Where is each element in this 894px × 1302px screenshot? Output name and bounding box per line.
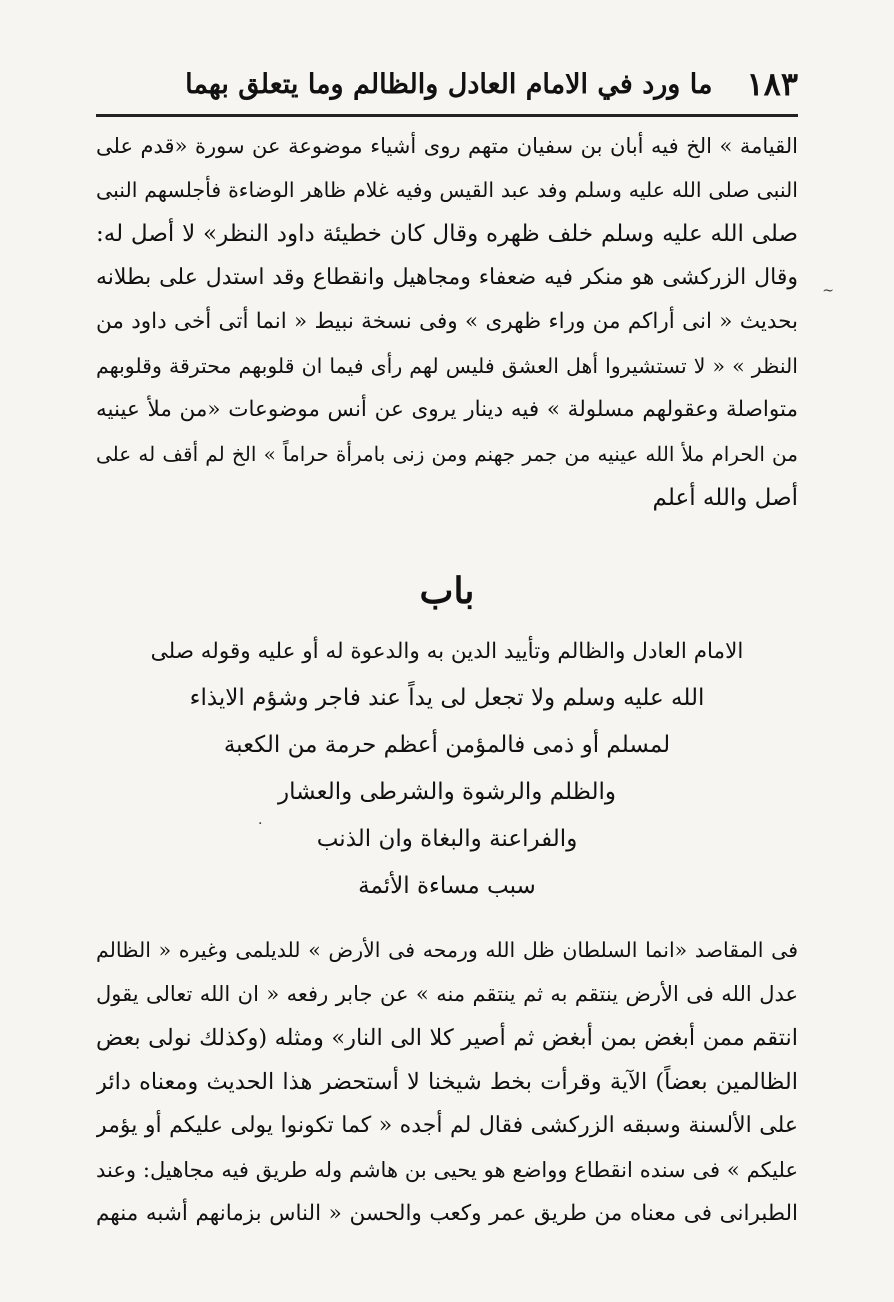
text-line: على الألسنة وسبقه الزركشى فقال لم أجده « كما تكونوا يولى عليكم أو يؤمر — [96, 1113, 798, 1138]
text-line: وقال الزركشى هو منكر فيه ضعفاء ومجاهيل وانقطاع وقد استدل على بطلانه — [96, 265, 798, 290]
margin-tilde-mark: ~ — [822, 283, 834, 299]
subtitle-line: الامام العادل والظالم وتأييد الدين به والدعوة له أو عليه وقوله صلى — [150, 639, 744, 664]
stray-dot-mark: . — [258, 812, 263, 828]
subtitle-line: والفراعنة والبغاة وان الذنب — [316, 826, 578, 852]
subtitle-line: لمسلم أو ذمى فالمؤمن أعظم حرمة من الكعبة — [223, 732, 671, 758]
chapter-subtitle — [150, 628, 744, 910]
paragraph-2 — [96, 928, 798, 1236]
text-line: الظالمين بعضاً) الآية وقرأت بخط شيخنا لا أستحضر هذا الحديث ومعناه دائر — [96, 1069, 798, 1095]
running-title: ما ورد في الامام العادل والظالم وما يتعلق بهما — [185, 68, 713, 100]
text-line: الطبرانى فى معناه من طريق عمر وكعب والحسن « الناس بزمانهم أشبه منهم — [96, 1201, 798, 1226]
subtitle-line: الله عليه وسلم ولا تجعل لى يداً عند فاجر وشؤم الايذاء — [189, 685, 705, 711]
text-line: النبى صلى الله عليه وسلم وفد عبد القيس وفيه غلام ظاهر الوضاءة فأجلسهم النبى — [96, 178, 798, 202]
text-line: أصل والله أعلم — [652, 485, 798, 511]
text-line: بحديث « انى أراكم من وراء ظهرى » وفى نسخة نبيط « انما أتى أخى داود من — [96, 309, 798, 334]
text-line: من الحرام ملأ الله عينيه من جمر جهنم ومن زنى بامرأة حراماً » الخ لم أقف له على — [96, 442, 798, 466]
page-number: ١٨٣ — [746, 65, 798, 103]
header-rule — [96, 114, 798, 117]
paragraph-1 — [96, 124, 798, 520]
page-header — [96, 58, 798, 110]
text-line: فى المقاصد «انما السلطان ظل الله ورمحه فى الأرض » للديلمى وغيره « الظالم — [96, 938, 798, 962]
text-line: عدل الله فى الأرض ينتقم به ثم ينتقم منه » عن جابر رفعه « ان الله تعالى يقول — [96, 982, 798, 1006]
text-line: صلى الله عليه وسلم خلف ظهره وقال كان خطيئة داود النظر» لا أصل له: — [96, 221, 798, 247]
text-line: القيامة » الخ فيه أبان بن سفيان متهم روى أشياء موضوعة عن سورة «قدم على — [96, 134, 798, 158]
text-line: متواصلة وعقولهم مسلولة » فيه دينار يروى عن أنس موضوعات «من ملأ عينيه — [96, 397, 798, 422]
text-line: انتقم ممن أبغض بمن أبغض ثم أصير كلا الى النار» ومثله (وكذلك نولى بعض — [96, 1025, 798, 1051]
chapter-heading: باب — [419, 570, 475, 612]
text-line: عليكم » فى سنده انقطاع وواضع هو يحيى بن هاشم وله طريق فيه مجاهيل: وعند — [96, 1158, 798, 1182]
subtitle-line: والظلم والرشوة والشرطى والعشار — [277, 779, 617, 805]
text-line: النظر » « لا تستشيروا أهل العشق فليس لهم رأى فيما ان قلوبهم محترقة وقلوبهم — [96, 354, 798, 378]
subtitle-line: سبب مساءة الأئمة — [358, 873, 536, 899]
